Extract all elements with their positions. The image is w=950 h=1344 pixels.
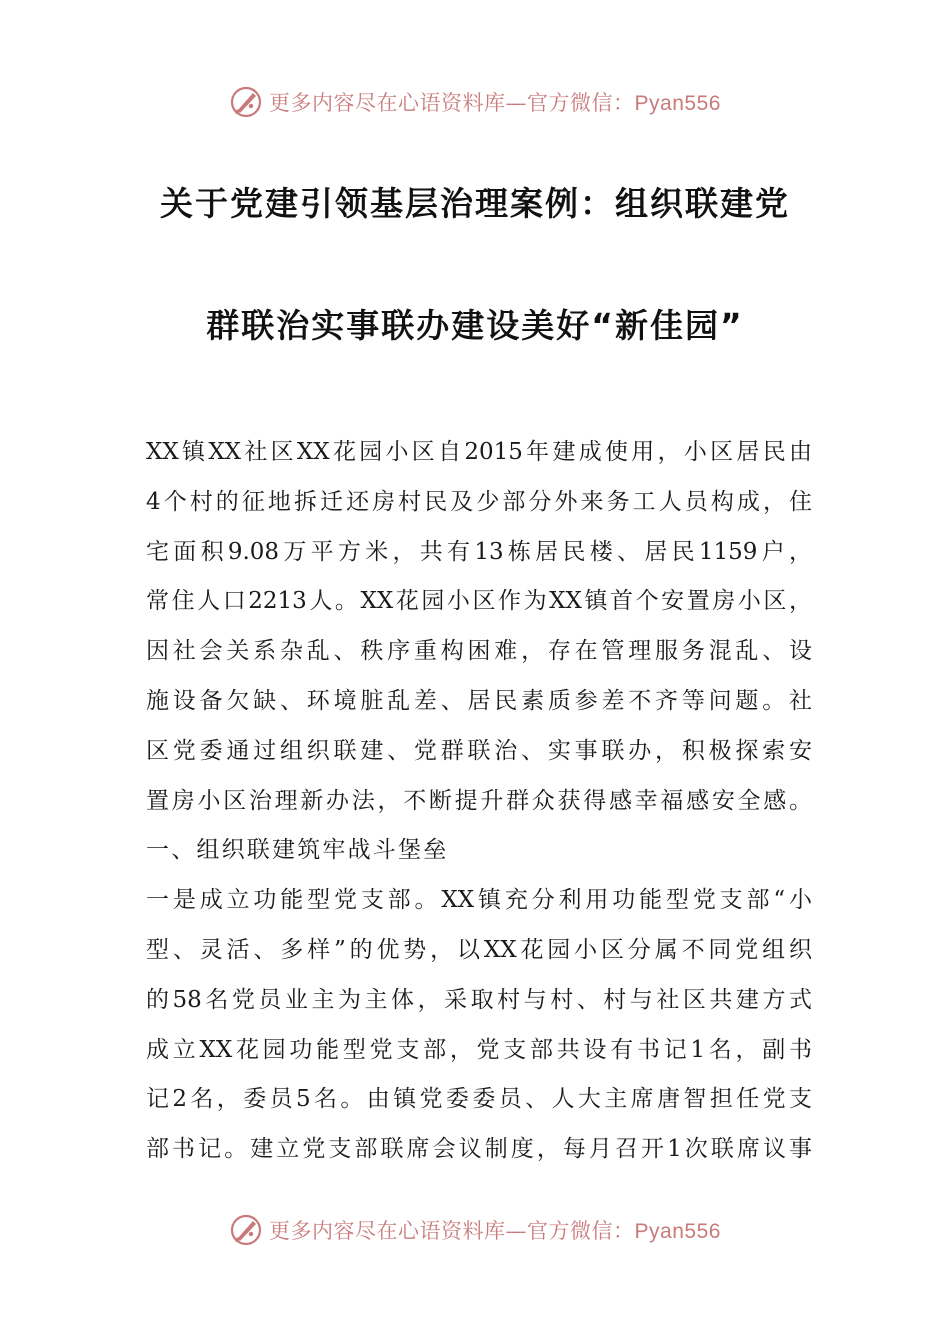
watermark-label: 更多内容尽在心语资料库—官方微信： [269, 91, 635, 115]
body-line: 的58名党员业主为主体，采取村与村、村与社区共建方式 [146, 986, 812, 1013]
watermark-banner-top [0, 82, 950, 122]
watermark-handle: Pyan556 [634, 1220, 721, 1243]
document-body [146, 428, 812, 1175]
body-line: 成立XX花园功能型党支部，党支部共设有书记1名，副书 [146, 1036, 812, 1063]
quill-logo-icon [229, 1213, 263, 1247]
watermark-text [269, 1215, 721, 1245]
body-line: 常住人口2213人。XX花园小区作为XX镇首个安置房小区， [146, 588, 812, 615]
body-line: 部书记。建立党支部联席会议制度，每月召开1次联席议事 [146, 1136, 812, 1163]
body-line: 区党委通过组织联建、党群联治、实事联办，积极探索安 [146, 737, 812, 764]
body-line: 宅面积9.08万平方米，共有13栋居民楼、居民1159户， [146, 538, 812, 565]
body-line: 4个村的征地拆迁还房村民及少部分外来务工人员构成，住 [146, 488, 812, 515]
watermark-banner-bottom [0, 1210, 950, 1250]
section-heading: 一、组织联建筑牢战斗堡垒 [146, 837, 449, 864]
document-title-line-1: 关于党建引领基层治理案例：组织联建党 [160, 184, 790, 223]
body-line: 施设备欠缺、环境脏乱差、居民素质参差不齐等问题。社 [146, 687, 812, 714]
quill-logo-icon [229, 85, 263, 119]
body-line: 一是成立功能型党支部。XX镇充分利用功能型党支部“小 [146, 887, 812, 914]
body-line: XX镇XX社区XX花园小区自2015年建成使用，小区居民由 [146, 439, 812, 465]
watermark-label: 更多内容尽在心语资料库—官方微信： [269, 1219, 635, 1243]
document-title-line-2: 群联治实事联办建设美好“新佳园” [206, 306, 744, 345]
watermark-handle: Pyan556 [634, 92, 721, 115]
watermark-text [269, 87, 721, 117]
body-line: 记2名，委员5名。由镇党委委员、人大主席唐智担任党支 [146, 1086, 812, 1113]
body-line: 置房小区治理新办法，不断提升群众获得感幸福感安全感。 [146, 787, 812, 814]
body-line: 型、灵活、多样”的优势，以XX花园小区分属不同党组织 [146, 936, 812, 963]
body-line: 因社会关系杂乱、秩序重构困难，存在管理服务混乱、设 [146, 638, 812, 665]
